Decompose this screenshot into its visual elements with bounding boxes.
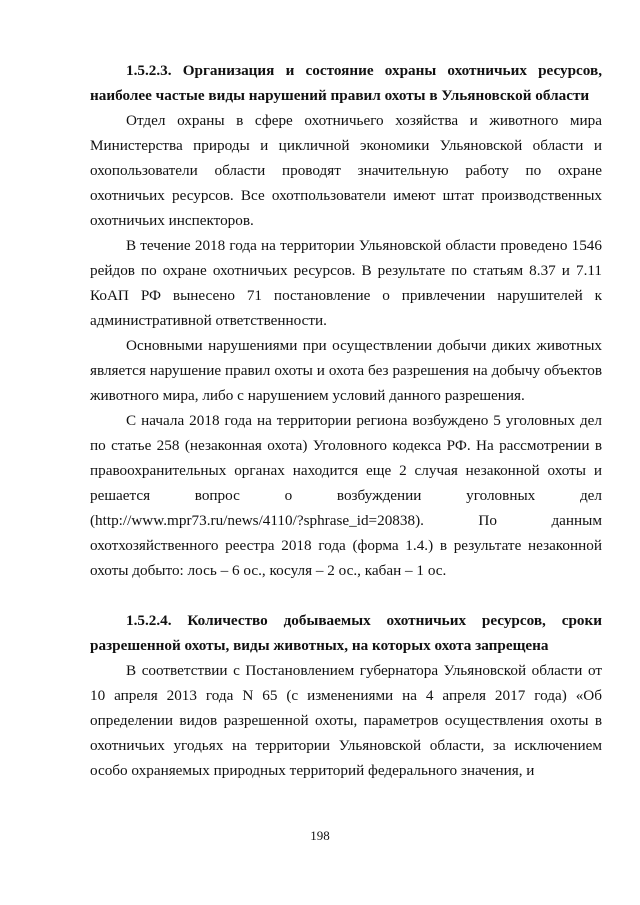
section-gap [90, 583, 602, 608]
document-page [90, 58, 602, 783]
paragraph: С начала 2018 года на территории региона возбуждено 5 уголовных дел по статье 258 (незаконная охота) Уголовного кодекса РФ. На рассмотрении в правоохранительных органах находится еще 2 случая незаконной охоты и решается вопрос о возбуждении уголовных дел (http://www.mpr73.ru/news/4110/?sphrase_id=20838). По данным охотхозяйственного реестра 2018 года (форма 1.4.) в результате незаконной охоты добыто: лось – 6 ос., косуля – 2 ос., кабан – 1 ос. [90, 412, 602, 579]
paragraph: В течение 2018 года на территории Ульяновской области проведено 1546 рейдов по охране охотничьих ресурсов. В результате по статьям 8.37 и 7.11 КоАП РФ вынесено 71 постановление о привлечении нарушителей к административной ответственности. [90, 237, 602, 329]
page-number: 198 [310, 828, 330, 843]
paragraph: В соответствии с Постановлением губернатора Ульяновской области от 10 апреля 2013 года N 65 (с изменениями на 4 апреля 2017 года) «Об определении видов разрешенной охоты, параметров осуществления охоты в охотничьих угодьях на территории Ульяновской области, за исключением особо охраняемых природных территорий федерального значения, и [90, 662, 602, 779]
section-heading: 1.5.2.4. Количество добываемых охотничьих ресурсов, сроки разрешенной охоты, виды животных, на которых охота запрещена [90, 612, 602, 654]
section-heading: 1.5.2.3. Организация и состояние охраны охотничьих ресурсов, наиболее частые виды нарушений правил охоты в Ульяновской области [90, 62, 602, 104]
paragraph: Основными нарушениями при осуществлении добычи диких животных является нарушение правил охоты и охота без разрешения на добычу объектов животного мира, либо с нарушением условий данного разрешения. [90, 337, 602, 404]
paragraph: Отдел охраны в сфере охотничьего хозяйства и животного мира Министерства природы и цикличной экономики Ульяновской области и охопользователи области проводят значительную работу по охране охотничьих ресурсов. Все охотпользователи имеют штат производственных охотничьих инспекторов. [90, 112, 602, 229]
